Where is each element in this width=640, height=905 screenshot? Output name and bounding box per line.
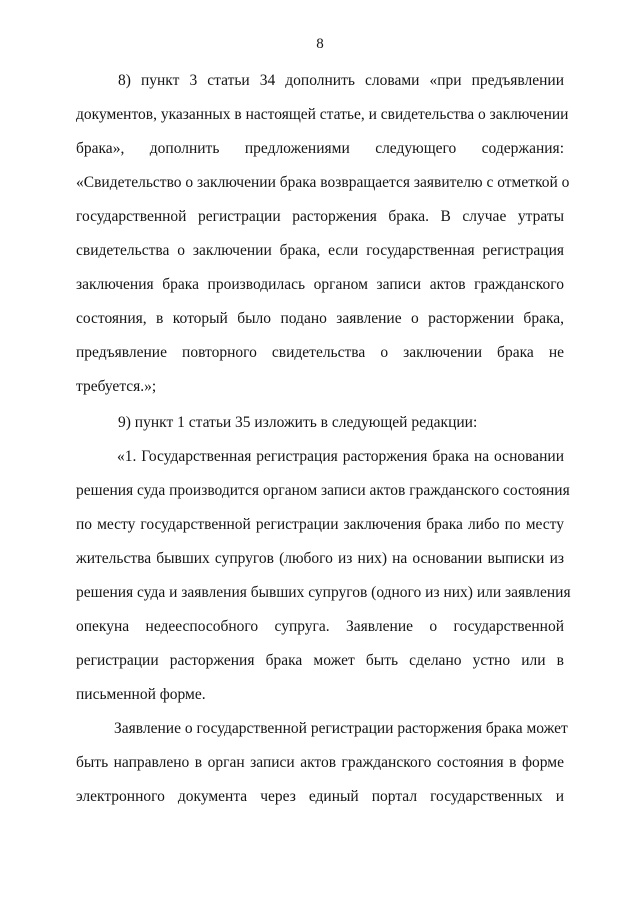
text-line: по месту государственной регистрации заключения брака либо по месту [76, 516, 564, 533]
text-line: решения суда и заявления бывших супругов (одного из них) или заявления [76, 584, 571, 601]
text-line: 8) пункт 3 статьи 34 дополнить словами «при предъявлении [118, 72, 564, 89]
text-line: регистрации расторжения брака может быть сделано устно или в [76, 652, 564, 669]
amendment-item-9 [76, 413, 571, 821]
text-line: документов, указанных в настоящей статье, и свидетельства о заключении [76, 106, 569, 123]
text-line: жительства бывших супругов (любого из них) на основании выписки из [76, 550, 564, 567]
text-line: решения суда производится органом записи актов гражданского состояния [76, 482, 570, 499]
item-9-paragraph-2 [76, 719, 568, 821]
item-9-paragraph-1 [76, 447, 571, 719]
text-line: быть направлено в орган записи актов гражданского состояния в форме [76, 754, 564, 771]
text-line: «1. Государственная регистрация расторжения брака на основании [117, 448, 564, 465]
text-line: письменной форме. [76, 686, 206, 703]
text-line: свидетельства о заключении брака, если государственная регистрация [76, 242, 564, 259]
text-line: предъявление повторного свидетельства о заключении брака не [76, 344, 564, 361]
item-9-heading: 9) пункт 1 статьи 35 изложить в следующей редакции: [118, 414, 478, 431]
text-line: государственной регистрации расторжения брака. В случае утраты [76, 208, 564, 225]
text-line: опекуна недееспособного супруга. Заявление о государственной [76, 618, 564, 635]
amendment-item-8 [76, 71, 570, 411]
text-line: Заявление о государственной регистрации расторжения брака может [114, 720, 568, 737]
document-body [76, 71, 571, 821]
text-line: требуется.»; [76, 378, 157, 395]
text-line: состояния, в который было подано заявление о расторжении брака, [76, 310, 564, 327]
text-line: электронного документа через единый портал государственных и [76, 788, 564, 805]
text-line: брака», дополнить предложениями следующего содержания: [76, 140, 564, 157]
text-line: «Свидетельство о заключении брака возвращается заявителю с отметкой о [76, 174, 570, 191]
page-number: 8 [316, 36, 324, 52]
text-line: заключения брака производилась органом записи актов гражданского [76, 276, 564, 293]
